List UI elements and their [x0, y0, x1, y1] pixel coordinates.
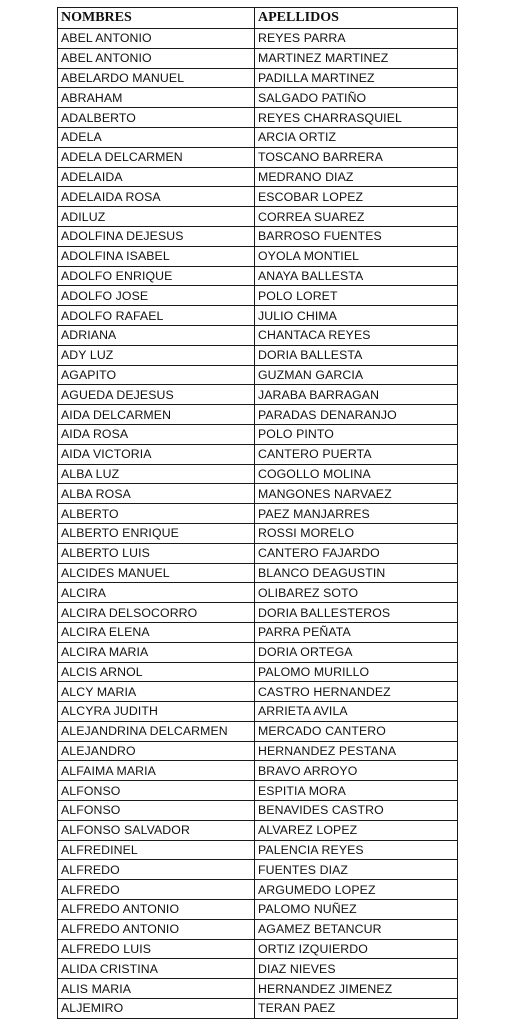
nombre-cell: AIDA VICTORIA	[58, 444, 255, 464]
table-row	[58, 444, 458, 464]
apellido-cell: DORIA ORTEGA	[255, 642, 458, 662]
apellido-cell: ALVAREZ LOPEZ	[255, 820, 458, 840]
nombre-cell: ALFREDO ANTONIO	[58, 900, 255, 920]
apellido-cell: ESCOBAR LOPEZ	[255, 187, 458, 207]
nombre-cell: ALFAIMA MARIA	[58, 761, 255, 781]
table-row	[58, 266, 458, 286]
nombre-cell: ALBERTO ENRIQUE	[58, 523, 255, 543]
nombre-cell: ALFREDINEL	[58, 840, 255, 860]
apellido-cell: SALGADO PATIÑO	[255, 88, 458, 108]
nombre-cell: ALCIDES MANUEL	[58, 563, 255, 583]
apellido-cell: CASTRO HERNANDEZ	[255, 682, 458, 702]
nombre-cell: ALCIRA MARIA	[58, 642, 255, 662]
nombre-cell: ADOLFO ENRIQUE	[58, 266, 255, 286]
apellido-cell: ARGUMEDO LOPEZ	[255, 880, 458, 900]
apellido-cell: ORTIZ IZQUIERDO	[255, 939, 458, 959]
nombre-cell: ALBA LUZ	[58, 464, 255, 484]
table-row	[58, 741, 458, 761]
apellido-cell: CANTERO PUERTA	[255, 444, 458, 464]
table-row	[58, 583, 458, 603]
table-row	[58, 405, 458, 425]
table-row	[58, 167, 458, 187]
table-row	[58, 820, 458, 840]
apellido-cell: JULIO CHIMA	[255, 306, 458, 326]
nombre-cell: ADRIANA	[58, 325, 255, 345]
apellido-cell: MERCADO CANTERO	[255, 721, 458, 741]
table-row	[58, 88, 458, 108]
nombre-cell: ALFREDO LUIS	[58, 939, 255, 959]
apellido-cell: TOSCANO BARRERA	[255, 147, 458, 167]
apellido-cell: BARROSO FUENTES	[255, 226, 458, 246]
table-row	[58, 246, 458, 266]
apellido-cell: PALOMO NUÑEZ	[255, 900, 458, 920]
apellido-cell: FUENTES DIAZ	[255, 860, 458, 880]
apellido-cell: BENAVIDES CASTRO	[255, 801, 458, 821]
apellido-cell: OYOLA MONTIEL	[255, 246, 458, 266]
nombre-cell: ALFREDO	[58, 860, 255, 880]
table-row	[58, 464, 458, 484]
nombre-cell: ABELARDO MANUEL	[58, 68, 255, 88]
nombre-cell: ALCIS ARNOL	[58, 662, 255, 682]
nombre-cell: AIDA ROSA	[58, 424, 255, 444]
header-row	[58, 8, 458, 29]
table-row	[58, 543, 458, 563]
table-row	[58, 603, 458, 623]
nombre-cell: ABEL ANTONIO	[58, 48, 255, 68]
nombre-cell: ALFREDO	[58, 880, 255, 900]
apellido-cell: MARTINEZ MARTINEZ	[255, 48, 458, 68]
table-row	[58, 999, 458, 1019]
names-sheet	[57, 7, 457, 1019]
table-row	[58, 385, 458, 405]
nombre-cell: ALJEMIRO	[58, 999, 255, 1019]
table-row	[58, 801, 458, 821]
table-row	[58, 68, 458, 88]
nombre-cell: ADILUZ	[58, 207, 255, 227]
apellido-cell: ROSSI MORELO	[255, 523, 458, 543]
apellido-cell: HERNANDEZ PESTANA	[255, 741, 458, 761]
apellido-cell: DORIA BALLESTEROS	[255, 603, 458, 623]
table-row	[58, 306, 458, 326]
nombre-cell: ALBA ROSA	[58, 484, 255, 504]
names-table	[57, 7, 458, 1019]
table-row	[58, 29, 458, 49]
apellido-cell: ARRIETA AVILA	[255, 702, 458, 722]
nombre-cell: ADOLFO JOSE	[58, 286, 255, 306]
table-row	[58, 207, 458, 227]
nombre-cell: ABEL ANTONIO	[58, 29, 255, 49]
apellido-cell: MEDRANO DIAZ	[255, 167, 458, 187]
apellido-cell: BLANCO DEAGUSTIN	[255, 563, 458, 583]
apellido-cell: AGAMEZ BETANCUR	[255, 919, 458, 939]
table-row	[58, 939, 458, 959]
header-apellidos: APELLIDOS	[255, 8, 458, 29]
table-row	[58, 919, 458, 939]
table-row	[58, 108, 458, 128]
apellido-cell: DORIA BALLESTA	[255, 345, 458, 365]
table-row	[58, 979, 458, 999]
table-row	[58, 900, 458, 920]
apellido-cell: CHANTACA REYES	[255, 325, 458, 345]
apellido-cell: REYES CHARRASQUIEL	[255, 108, 458, 128]
nombre-cell: ALCY MARIA	[58, 682, 255, 702]
apellido-cell: MANGONES NARVAEZ	[255, 484, 458, 504]
table-row	[58, 424, 458, 444]
nombre-cell: ALEJANDRINA DELCARMEN	[58, 721, 255, 741]
table-row	[58, 563, 458, 583]
table-row	[58, 702, 458, 722]
table-row	[58, 345, 458, 365]
table-row	[58, 781, 458, 801]
apellido-cell: CANTERO FAJARDO	[255, 543, 458, 563]
table-row	[58, 662, 458, 682]
nombre-cell: ALEJANDRO	[58, 741, 255, 761]
table-row	[58, 127, 458, 147]
nombre-cell: ALIS MARIA	[58, 979, 255, 999]
table-row	[58, 880, 458, 900]
table-row	[58, 622, 458, 642]
apellido-cell: POLO LORET	[255, 286, 458, 306]
table-row	[58, 840, 458, 860]
table-row	[58, 484, 458, 504]
apellido-cell: PAEZ MANJARRES	[255, 504, 458, 524]
apellido-cell: PALOMO MURILLO	[255, 662, 458, 682]
apellido-cell: COGOLLO MOLINA	[255, 464, 458, 484]
nombre-cell: ALFONSO	[58, 781, 255, 801]
nombre-cell: ALCIRA DELSOCORRO	[58, 603, 255, 623]
nombre-cell: ADALBERTO	[58, 108, 255, 128]
apellido-cell: TERAN PAEZ	[255, 999, 458, 1019]
apellido-cell: ARCIA ORTIZ	[255, 127, 458, 147]
nombre-cell: ALCIRA	[58, 583, 255, 603]
apellido-cell: GUZMAN GARCIA	[255, 365, 458, 385]
apellido-cell: ANAYA BALLESTA	[255, 266, 458, 286]
apellido-cell: PARRA PEÑATA	[255, 622, 458, 642]
table-row	[58, 365, 458, 385]
table-row	[58, 860, 458, 880]
nombre-cell: ALFREDO ANTONIO	[58, 919, 255, 939]
table-row	[58, 721, 458, 741]
table-body	[58, 29, 458, 1019]
header-nombres: NOMBRES	[58, 8, 255, 29]
nombre-cell: ADOLFO RAFAEL	[58, 306, 255, 326]
nombre-cell: ADELA	[58, 127, 255, 147]
table-row	[58, 226, 458, 246]
apellido-cell: BRAVO ARROYO	[255, 761, 458, 781]
apellido-cell: DIAZ NIEVES	[255, 959, 458, 979]
nombre-cell: ALBERTO LUIS	[58, 543, 255, 563]
nombre-cell: ADELAIDA ROSA	[58, 187, 255, 207]
table-row	[58, 682, 458, 702]
apellido-cell: CORREA SUAREZ	[255, 207, 458, 227]
nombre-cell: ALIDA CRISTINA	[58, 959, 255, 979]
nombre-cell: ALCYRA JUDITH	[58, 702, 255, 722]
apellido-cell: ESPITIA MORA	[255, 781, 458, 801]
table-row	[58, 187, 458, 207]
apellido-cell: REYES PARRA	[255, 29, 458, 49]
nombre-cell: ADY LUZ	[58, 345, 255, 365]
nombre-cell: AGUEDA DEJESUS	[58, 385, 255, 405]
nombre-cell: ALBERTO	[58, 504, 255, 524]
table-row	[58, 642, 458, 662]
table-row	[58, 48, 458, 68]
nombre-cell: ADOLFINA ISABEL	[58, 246, 255, 266]
apellido-cell: HERNANDEZ JIMENEZ	[255, 979, 458, 999]
table-row	[58, 761, 458, 781]
nombre-cell: ALCIRA ELENA	[58, 622, 255, 642]
nombre-cell: AGAPITO	[58, 365, 255, 385]
apellido-cell: PARADAS DENARANJO	[255, 405, 458, 425]
table-row	[58, 959, 458, 979]
apellido-cell: POLO PINTO	[255, 424, 458, 444]
nombre-cell: ALFONSO SALVADOR	[58, 820, 255, 840]
nombre-cell: ALFONSO	[58, 801, 255, 821]
table-row	[58, 504, 458, 524]
apellido-cell: OLIBAREZ SOTO	[255, 583, 458, 603]
table-row	[58, 325, 458, 345]
table-row	[58, 523, 458, 543]
apellido-cell: PALENCIA REYES	[255, 840, 458, 860]
nombre-cell: ADELAIDA	[58, 167, 255, 187]
apellido-cell: JARABA BARRAGAN	[255, 385, 458, 405]
nombre-cell: ADELA DELCARMEN	[58, 147, 255, 167]
nombre-cell: ADOLFINA DEJESUS	[58, 226, 255, 246]
nombre-cell: ABRAHAM	[58, 88, 255, 108]
table-row	[58, 147, 458, 167]
nombre-cell: AIDA DELCARMEN	[58, 405, 255, 425]
apellido-cell: PADILLA MARTINEZ	[255, 68, 458, 88]
table-row	[58, 286, 458, 306]
